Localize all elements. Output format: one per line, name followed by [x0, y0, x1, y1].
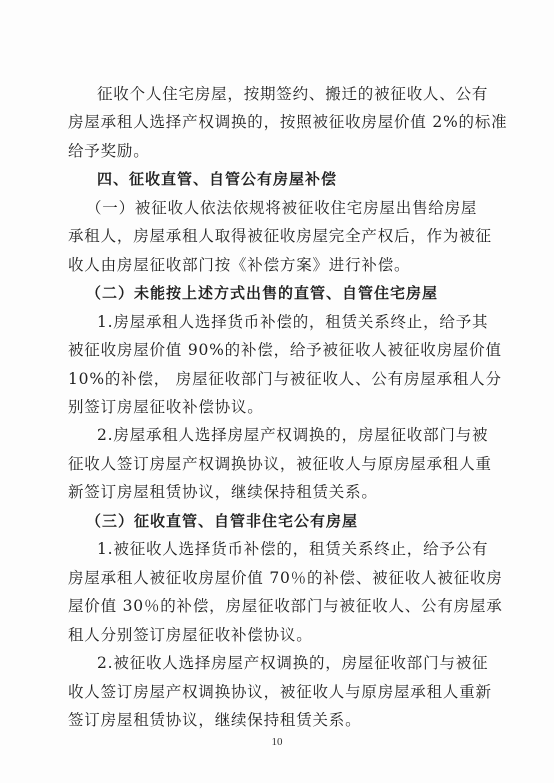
- paragraph-line: 1.被征收人选择货币补偿的，租赁关系终止，给予公有: [97, 540, 489, 558]
- paragraph-line: 2.房屋承租人选择房屋产权调换的，房屋征收部门与被: [97, 426, 489, 444]
- paragraph-line: 收人签订房屋产权调换协议，被征收人与原房屋承租人重新: [68, 683, 492, 701]
- paragraph-line: 新签订房屋租赁协议，继续保持租赁关系。: [68, 483, 378, 501]
- paragraph-line: 收人由房屋征收部门按《补偿方案》进行补偿。: [68, 256, 411, 274]
- paragraph-line: 屋价值 30％的补偿，房屋征收部门与被征收人、公有房屋承: [68, 597, 503, 615]
- section-heading: 四、征收直管、自管公有房屋补偿: [97, 170, 338, 188]
- paragraph-line: （一）被征收人依法依规将被征收住宅房屋出售给房屋: [86, 199, 478, 217]
- paragraph-line: 房屋承租人被征收房屋价值 70％的补偿、被征收人被征收房: [68, 569, 503, 587]
- page-number: 10: [271, 736, 283, 748]
- paragraph-line: 房屋承租人选择产权调换的，按照被征收房屋价值 2%的标准: [68, 113, 508, 131]
- paragraph-line: 2.被征收人选择房屋产权调换的，房屋征收部门与被征: [97, 654, 489, 672]
- subsection-heading: （二）未能按上述方式出售的直管、自管住宅房屋: [86, 284, 439, 302]
- paragraph-line: 签订房屋租赁协议，继续保持租赁关系。: [68, 711, 362, 729]
- paragraph-line: 征收个人住宅房屋，按期签约、搬迁的被征收人、公有: [97, 85, 489, 103]
- subsection-heading: （三）征收直管、自管非住宅公有房屋: [86, 512, 359, 530]
- paragraph-line: 租人分别签订房屋征收补偿协议。: [68, 626, 313, 644]
- paragraph-line: 征收人签订房屋产权调换协议，被征收人与原房屋承租人重: [68, 455, 492, 473]
- paragraph-line: 别签订房屋征收补偿协议。: [68, 398, 264, 416]
- paragraph-line: 承租人，房屋承租人取得被征收房屋完全产权后，作为被征: [68, 227, 492, 245]
- paragraph-line: 给予奖励。: [68, 142, 150, 160]
- paragraph-line: 1.房屋承租人选择货币补偿的，租赁关系终止，给予其: [97, 313, 489, 331]
- paragraph-line: 10%的补偿， 房屋征收部门与被征收人、公有房屋承租人分: [68, 370, 502, 388]
- paragraph-line: 被征收房屋价值 90%的补偿，给予被征收人被征收房屋价值: [68, 341, 502, 359]
